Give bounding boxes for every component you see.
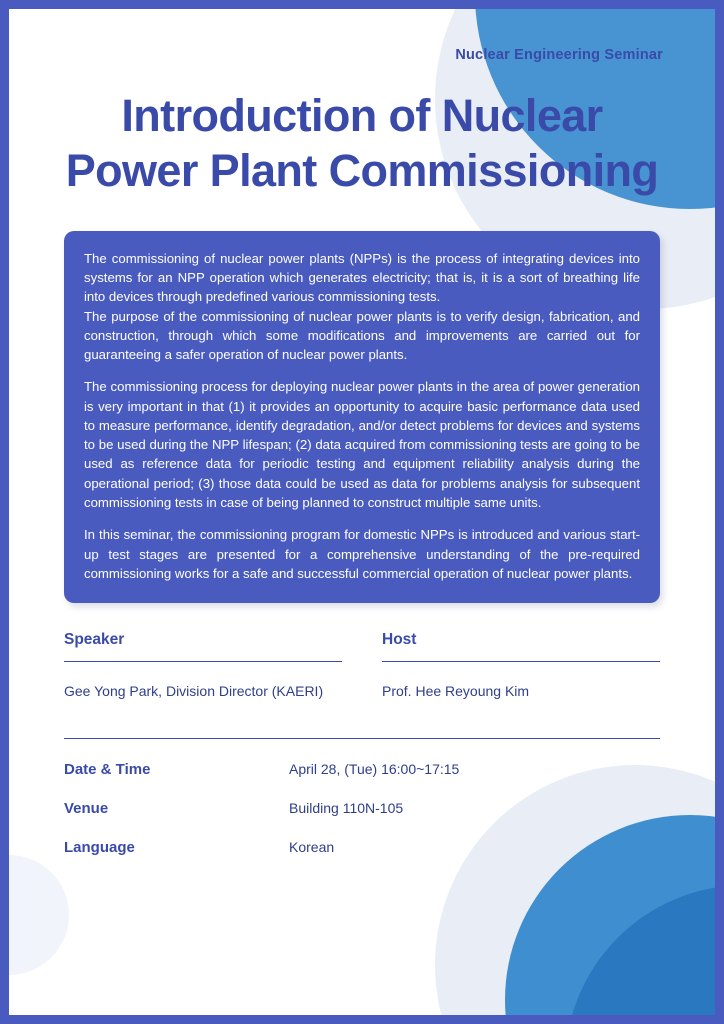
detail-row (64, 761, 660, 778)
host-name: Prof. Hee Reyoung Kim (382, 683, 530, 700)
page-title-line-2: Power Plant Commissioning (65, 144, 659, 196)
speaker-name: Gee Yong Park, Division Director (KAERI) (64, 683, 324, 700)
speaker-role-label: Speaker (64, 631, 125, 649)
host-divider (382, 661, 660, 662)
speaker-block (64, 631, 342, 704)
host-role-label: Host (382, 631, 417, 649)
date-time-label: Date & Time (64, 760, 151, 778)
people-section (64, 631, 660, 704)
page-title (49, 89, 675, 199)
language-label: Language (64, 838, 135, 856)
host-block (382, 631, 660, 704)
abstract-paragraph-2: The purpose of the commissioning of nuclear power plants is to verify design, fabrication, and construction, through which some modifications and improvements are carried out for guaranteeing a safer operation of nuclear power plants. (84, 308, 640, 363)
detail-row (64, 800, 660, 817)
venue-value: Building 110N-105 (289, 799, 404, 816)
speaker-divider (64, 661, 342, 662)
details-divider (64, 738, 660, 739)
abstract-paragraph-4: In this seminar, the commissioning program for domestic NPPs is introduced and various start-up test stages are presented for a comprehensive understanding of the pre-required commissioning works for a safe and successful commercial operation of nuclear power plants. (84, 527, 640, 581)
abstract-box (64, 231, 660, 603)
venue-label: Venue (64, 799, 109, 817)
seminar-kicker: Nuclear Engineering Seminar (455, 47, 663, 63)
decorative-circle-bottom-left (9, 855, 69, 975)
abstract-paragraph-3: The commissioning process for deploying nuclear power plants in the area of power generation is very important in that (1) it provides an opportunity to acquire basic performance data used to measure performance, identify degradation, and/or detect problems for devices and systems to be used during the NPP lifespan; (2) data acquired from commissioning tests are going to be used as reference data for periodic testing and equipment reliability analysis during the operational period; (3) those data could be used as data for problems analysis for subsequent commissioning tests in case of being planned to construct multiple same units. (84, 379, 640, 510)
details-section (64, 761, 660, 856)
poster-inner (9, 9, 715, 1015)
poster-content (9, 9, 715, 856)
abstract-paragraph-1: The commissioning of nuclear power plants (NPPs) is the process of integrating devices into systems for an NPP operation which generates electricity; that is, it is a sort of breathing life into devices through predefined various commissioning tests. (84, 250, 640, 305)
language-value: Korean (289, 838, 335, 855)
date-time-value: April 28, (Tue) 16:00~17:15 (289, 760, 460, 777)
detail-row (64, 839, 660, 856)
page-title-line-1: Introduction of Nuclear (121, 90, 603, 141)
